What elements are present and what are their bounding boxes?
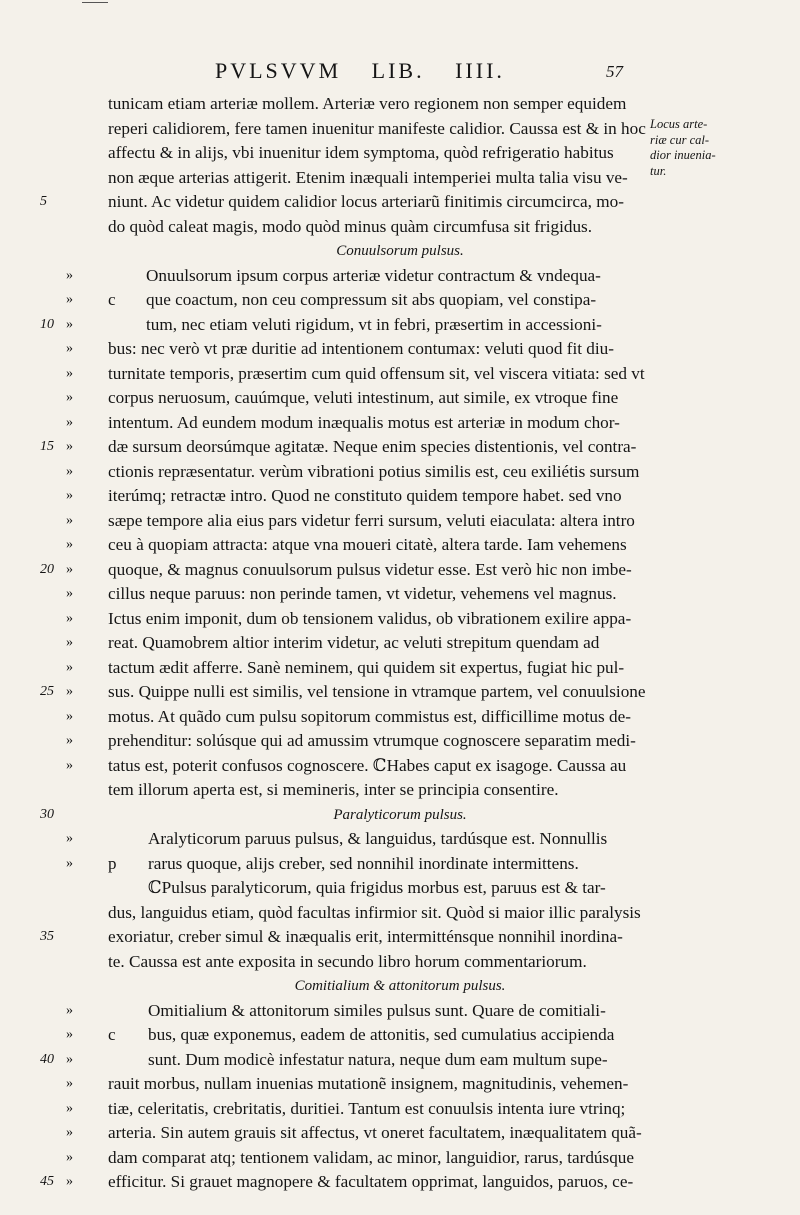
text-line	[0, 92, 800, 116]
initial-letter-guide: p	[108, 853, 117, 873]
line-text: sus. Quippe nulli est similis, vel tensione in vtramque partem, vel conuulsione	[108, 682, 646, 701]
quotation-mark: »	[66, 390, 73, 405]
quotation-mark: »	[66, 586, 73, 601]
running-title-pulsuum: PVLSVVM	[215, 58, 342, 83]
section-heading	[0, 239, 800, 263]
line-text: arteria. Sin autem grauis sit affectus, vt oneret facultatem, inæqualitatem quã-	[108, 1123, 642, 1142]
quotation-mark: »	[66, 659, 73, 675]
quotation-mark: »	[66, 561, 73, 577]
text-line	[0, 264, 800, 288]
quotation-mark: »	[66, 708, 73, 724]
text-line	[0, 1048, 800, 1072]
text-line	[0, 656, 800, 680]
margin-note-line: tur.	[650, 163, 667, 178]
line-text: que coactum, non ceu compressum sit abs quopiam, vel constipa-	[146, 290, 597, 309]
text-line	[0, 754, 800, 778]
section-heading-text: Conuulsorum pulsus.	[336, 243, 464, 259]
quotation-mark: »	[66, 684, 73, 699]
text-line	[0, 460, 800, 484]
line-number: 45	[40, 1174, 54, 1189]
text-line	[0, 705, 800, 729]
text-line	[0, 484, 800, 508]
text-line	[0, 631, 800, 655]
line-text: tum, nec etiam veluti rigidum, vt in febri, præsertim in accessioni-	[146, 314, 602, 334]
quotation-mark: »	[66, 292, 73, 307]
line-text: ℂPulsus paralyticorum, quia frigidus morbus est, paruus est & tar-	[148, 878, 606, 897]
text-line	[0, 117, 800, 141]
margin-note-line: Locus arte-	[650, 117, 708, 131]
text-line	[0, 1097, 800, 1121]
text-line	[0, 778, 800, 802]
text-line	[0, 558, 800, 582]
line-text: tatus est, poterit confusos cognoscere. ℂHabes caput ex isagoge. Caussa au	[108, 755, 627, 775]
quotation-mark: »	[66, 365, 73, 381]
line-text: prehenditur: solúsque qui ad amussim vtrumque cognoscere separatim medi-	[108, 731, 636, 750]
line-text: tem illorum aperta est, si memineris, inter se principia consentire.	[108, 780, 559, 799]
line-text: sæpe tempore alia eius pars videtur ferri sursum, veluti eiaculata: altera intro	[108, 510, 635, 530]
quotation-mark: »	[66, 635, 73, 650]
line-text: Onuulsorum ipsum corpus arteriæ videtur contractum & vndequa-	[146, 265, 601, 285]
line-text: Ictus enim imponit, dum ob tensionem validus, ob vibrationem exilire appa-	[108, 608, 632, 628]
running-title-book-number: IIII.	[455, 58, 505, 83]
quotation-mark: »	[66, 610, 73, 626]
line-number: 30	[40, 806, 54, 822]
section-heading-text: Paralyticorum pulsus.	[333, 806, 467, 823]
line-number: 5	[40, 194, 47, 209]
text-line	[0, 509, 800, 533]
page-edge-mark	[82, 2, 108, 3]
text-line	[0, 1072, 800, 1096]
text-line	[0, 607, 800, 631]
line-text: tactum ædit afferre. Sanè neminem, qui quidem sit expertus, fugiat hic pul-	[108, 657, 625, 677]
line-text: corpus neruosum, cauúmque, veluti intestinum, aut simile, ex vtroque fine	[108, 388, 619, 407]
quotation-mark: »	[66, 537, 73, 552]
line-text: tunicam etiam arteriæ mollem. Arteriæ vero regionem non semper equidem	[108, 94, 627, 113]
section-heading-text: Comitialium & attonitorum pulsus.	[294, 978, 506, 994]
quotation-mark: »	[66, 439, 73, 454]
section-heading	[0, 803, 800, 827]
text-line	[0, 1121, 800, 1145]
line-text: bus, quæ exponemus, eadem de attonitis, sed cumulatius accipienda	[148, 1025, 615, 1044]
text-line	[0, 999, 800, 1023]
line-number: 40	[40, 1051, 54, 1067]
text-line	[0, 680, 800, 704]
text-line	[0, 582, 800, 606]
line-text: te. Caussa est ante exposita in secundo libro horum commentariorum.	[108, 951, 587, 971]
text-line	[0, 435, 800, 459]
line-text: sunt. Dum modicè infestatur natura, neque dum eam multum supe-	[148, 1049, 608, 1069]
running-head	[215, 58, 527, 84]
line-number: 20	[40, 561, 54, 577]
line-text: Aralyticorum paruus pulsus, & languidus, tardúsque est. Nonnullis	[148, 829, 608, 848]
text-line	[0, 163, 800, 190]
line-text: motus. At quãdo cum pulsu sopitorum commistus est, difficillime motus de-	[108, 706, 631, 726]
page-number: 57	[606, 62, 623, 81]
quotation-mark: »	[66, 1002, 73, 1018]
text-line	[0, 215, 800, 239]
text-line	[0, 827, 800, 851]
quotation-mark: »	[66, 267, 73, 283]
line-text: cillus neque paruus: non perinde tamen, vt videtur, vehemens vel magnus.	[108, 584, 617, 603]
quotation-mark: »	[66, 1076, 73, 1091]
line-text: affectu & in alijs, vbi inuenitur idem symptoma, quòd refrigeratio habitus	[108, 143, 614, 162]
text-line	[0, 141, 800, 165]
quotation-mark: »	[66, 855, 73, 871]
text-line	[0, 386, 800, 410]
line-text: Omitialium & attonitorum similes pulsus sunt. Quare de comitiali-	[148, 1000, 606, 1020]
line-text: turnitate temporis, præsertim cum quid offensum sit, vel viscera vitiata: sed vt	[108, 363, 645, 383]
line-text: dus, languidus etiam, quòd facultas infirmior sit. Quòd si maior illic paralysis	[108, 902, 641, 922]
quotation-mark: »	[66, 488, 73, 503]
text-line	[0, 1170, 800, 1194]
text-line	[0, 1146, 800, 1170]
quotation-mark: »	[66, 1125, 73, 1140]
quotation-mark: »	[66, 512, 73, 528]
line-number: 35	[40, 929, 54, 944]
text-line	[0, 362, 800, 386]
line-text: bus: nec verò vt præ duritie ad intentionem contumax: veluti quod fit diu-	[108, 339, 614, 358]
line-text: do quòd caleat magis, modo quòd minus quàm circumfusa sit frigidus.	[108, 216, 593, 236]
text-line	[0, 852, 800, 876]
quotation-mark: »	[66, 1027, 73, 1042]
quotation-mark: »	[66, 414, 73, 430]
text-line	[0, 190, 800, 214]
quotation-mark: »	[66, 1100, 73, 1116]
line-number: 15	[40, 439, 54, 454]
line-text: quoque, & magnus conuulsorum pulsus videtur esse. Est verò hic non imbe-	[108, 559, 632, 579]
quotation-mark: »	[66, 733, 73, 748]
line-text: non æque arterias attigerit. Etenim inæquali intemperiei multa talia visu ve-	[108, 167, 628, 187]
quotation-mark: »	[66, 757, 73, 773]
initial-letter-guide: c	[108, 1025, 116, 1044]
text-line	[0, 533, 800, 557]
text-line	[0, 729, 800, 753]
line-text: exoriatur, creber simul & inæqualis erit, intermitténsque nonnihil inordina-	[108, 927, 623, 946]
text-line	[0, 950, 800, 974]
text-line	[0, 337, 800, 361]
line-text: ctionis repræsentatur. verùm vibrationi potius similis est, ceu exiliétis sursum	[108, 461, 640, 481]
line-text: efficitur. Si grauet magnopere & facultatem opprimat, languidos, paruos, ce-	[108, 1172, 634, 1191]
line-text: ceu à quopiam attracta: atque vna moueri citatè, altera tarde. Iam vehemens	[108, 535, 627, 554]
text-line	[0, 1023, 800, 1047]
text-line	[0, 876, 800, 900]
text-line	[0, 288, 800, 312]
initial-letter-guide: c	[108, 290, 116, 309]
line-text: tiæ, celeritatis, crebritatis, duritiei. Tantum est conuulsis intenta iure vtrinq;	[108, 1098, 626, 1118]
margin-note-line: riæ cur cal-	[650, 132, 710, 147]
quotation-mark: »	[66, 341, 73, 356]
line-text: iterúmq; retractæ intro. Quod ne constituto quidem tempore habet. sed vno	[108, 486, 622, 505]
quotation-mark: »	[66, 1149, 73, 1165]
line-number: 25	[40, 684, 54, 699]
text-line	[0, 313, 800, 337]
margin-note-line: dior inuenia-	[650, 148, 716, 162]
quotation-mark: »	[66, 1174, 73, 1189]
quotation-mark: »	[66, 463, 73, 479]
line-number: 10	[40, 316, 54, 332]
quotation-mark: »	[66, 316, 73, 332]
line-text: reperi calidiorem, fere tamen inuenitur manifeste calidior. Caussa est & in hoc	[108, 118, 646, 138]
running-title-lib: LIB.	[371, 58, 425, 83]
text-line	[0, 901, 800, 925]
section-heading	[0, 974, 800, 998]
line-text: intentum. Ad eundem modum inæqualis motus est arteriæ in modum chor-	[108, 412, 620, 432]
line-text: rarus quoque, alijs creber, sed nonnihil inordinate intermittens.	[148, 853, 579, 873]
line-text: dam comparat atq; tentionem validam, ac minor, languidior, rarus, tardúsque	[108, 1147, 635, 1167]
line-text: reat. Quamobrem altior interim videtur, ac veluti strepitum quendam ad	[108, 633, 600, 652]
quotation-mark: »	[66, 831, 73, 846]
line-text: rauit morbus, nullam inuenias mutationẽ insignem, magnitudinis, vehemen-	[108, 1074, 629, 1093]
line-text: dæ sursum deorsúmque agitatæ. Neque enim species distentionis, vel contra-	[108, 437, 637, 456]
text-line	[0, 411, 800, 435]
line-text: niunt. Ac videtur quidem calidior locus arteriarũ finitimis circumcirca, mo-	[108, 192, 624, 211]
quotation-mark: »	[66, 1051, 73, 1067]
text-line	[0, 925, 800, 949]
